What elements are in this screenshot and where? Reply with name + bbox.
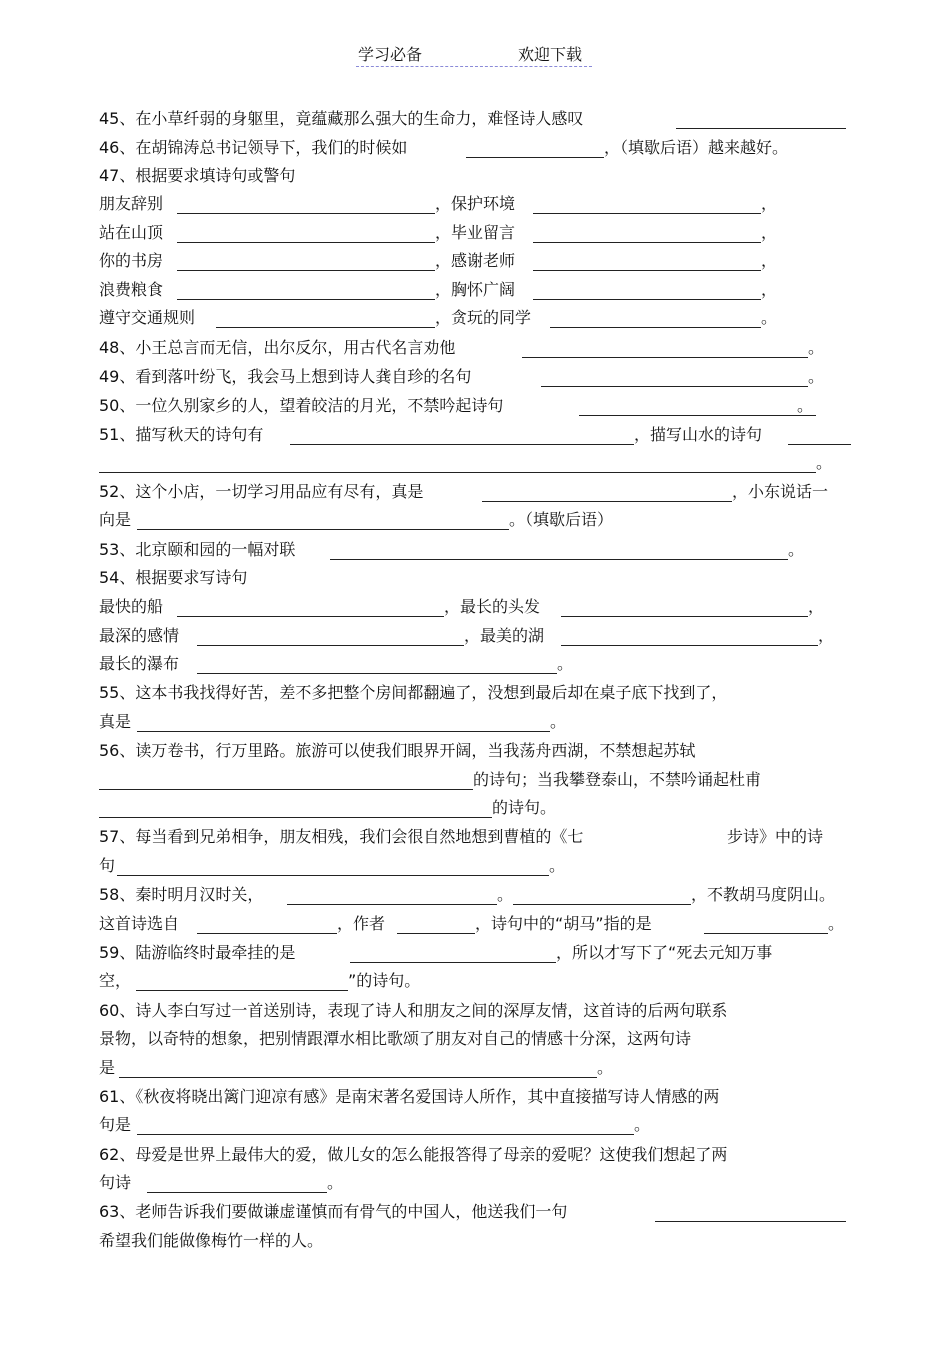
- answer-blank[interactable]: [397, 933, 475, 934]
- question-52-text: 52、这个小店，一切学习用品应有尽有，真是: [99, 482, 424, 501]
- question-46-suffix: ，（填歇后语）越来越好。: [604, 138, 789, 157]
- answer-blank[interactable]: [513, 904, 691, 905]
- question-58-text: 58、秦时明月汉时关，: [99, 885, 264, 904]
- answer-blank[interactable]: [177, 616, 444, 617]
- question-62-text: 62、母爱是世界上最伟大的爱，做儿女的怎么能报答得了母亲的爱呢？这使我们想起了两: [99, 1145, 728, 1164]
- prompt-label: 站在山顶: [99, 223, 164, 242]
- question-57-text: 57、每当看到兄弟相争，朋友相残，我们会很自然地想到曹植的《七: [99, 827, 584, 846]
- prompt-label: 最快的船: [99, 597, 164, 616]
- end-mark: 。: [597, 1058, 614, 1077]
- row-end-mark: ，: [818, 626, 835, 645]
- prompt-label: 向是: [99, 510, 132, 529]
- end-mark: 。: [634, 1115, 651, 1134]
- question-49-text: 49、看到落叶纷飞，我会马上想到诗人龚自珍的名句: [99, 367, 472, 386]
- prompt-label: ，贪玩的同学: [435, 308, 532, 327]
- end-mark: 。: [550, 712, 567, 731]
- answer-blank[interactable]: [533, 242, 761, 243]
- answer-blank[interactable]: [137, 1134, 634, 1135]
- answer-blank[interactable]: [147, 1192, 327, 1193]
- row-end-mark: 。: [761, 308, 778, 327]
- answer-blank[interactable]: [177, 299, 435, 300]
- row-end-mark: ，: [808, 597, 825, 616]
- prompt-label: 最长的瀑布: [99, 654, 180, 673]
- row-end-mark: 。: [557, 654, 574, 673]
- prompt-label: 遵守交通规则: [99, 308, 196, 327]
- prompt-label: 你的书房: [99, 251, 164, 270]
- answer-blank[interactable]: [117, 875, 549, 876]
- answer-blank[interactable]: [197, 673, 557, 674]
- question-54-text: 54、根据要求写诗句: [99, 568, 248, 587]
- question-56-text: 56、读万卷书，行万里路。旅游可以使我们眼界开阔，当我荡舟西湖，不禁想起苏轼: [99, 741, 696, 760]
- prompt-label: 句诗: [99, 1173, 132, 1192]
- answer-blank[interactable]: [533, 270, 761, 271]
- answer-blank[interactable]: [99, 817, 492, 818]
- question-51-mid: ，描写山水的诗句: [634, 425, 763, 444]
- question-57-text-cont: 步诗》中的诗: [727, 827, 824, 846]
- question-48-text: 48、小王总言而无信，出尔反尔，用古代名言劝他: [99, 338, 456, 357]
- answer-blank[interactable]: [522, 357, 808, 358]
- answer-blank[interactable]: [216, 327, 435, 328]
- question-56-mid: 的诗句；当我攀登泰山，不禁吟诵起杜甫: [473, 770, 762, 789]
- end-mark: ”的诗句。: [348, 971, 421, 990]
- prompt-label: ，胸怀广阔: [435, 280, 516, 299]
- end-mark: 。: [828, 914, 845, 933]
- question-56-end: 的诗句。: [492, 798, 557, 817]
- answer-blank[interactable]: [136, 990, 348, 991]
- answer-blank[interactable]: [533, 299, 761, 300]
- answer-blank[interactable]: [177, 242, 435, 243]
- prompt-label: ，保护环境: [435, 194, 516, 213]
- question-59-text: 59、陆游临终时最牵挂的是: [99, 943, 296, 962]
- prompt-label: ，感谢老师: [435, 251, 516, 270]
- prompt-label: ，作者: [337, 914, 386, 933]
- question-46-text: 46、在胡锦涛总书记领导下，我们的时候如: [99, 138, 408, 157]
- question-52-mid: ，小东说话一: [732, 482, 829, 501]
- end-mark: 。: [808, 338, 825, 357]
- end-mark: 。: [788, 540, 805, 559]
- question-61-text: 61、《秋夜将晓出篱门迎凉有感》是南宋著名爱国诗人所作，其中直接描写诗人情感的两: [99, 1087, 720, 1106]
- answer-blank[interactable]: [550, 327, 761, 328]
- prompt-label: ，最美的湖: [464, 626, 545, 645]
- prompt-label: ，最长的头发: [444, 597, 541, 616]
- answer-blank[interactable]: [579, 415, 816, 416]
- question-45-text: 45、在小草纤弱的身躯里，竟蕴藏那么强大的生命力，难怪诗人感叹: [99, 109, 584, 128]
- prompt-label: 这首诗选自: [99, 914, 180, 933]
- end-mark: 。: [816, 453, 833, 472]
- header-right-text: 欢迎下载: [518, 45, 583, 64]
- answer-blank[interactable]: [137, 529, 509, 530]
- answer-blank[interactable]: [350, 962, 556, 963]
- answer-blank[interactable]: [177, 213, 435, 214]
- prompt-label: 朋友辞别: [99, 194, 164, 213]
- question-47-text: 47、根据要求填诗句或警句: [99, 166, 296, 185]
- prompt-label: 真是: [99, 712, 132, 731]
- question-60-text-cont: 景物，以奇特的想象，把别情跟潭水相比歌颂了朋友对自己的情感十分深，这两句诗: [99, 1029, 692, 1048]
- answer-blank[interactable]: [330, 559, 788, 560]
- answer-blank[interactable]: [287, 904, 497, 905]
- answer-blank[interactable]: [482, 501, 732, 502]
- row-end-mark: ，: [761, 223, 778, 242]
- row-end-mark: ，: [761, 280, 778, 299]
- row-end-mark: ，: [761, 194, 778, 213]
- prompt-label: 句是: [99, 1115, 132, 1134]
- question-55-text: 55、这本书我找得好苦，差不多把整个房间都翻遍了，没想到最后却在桌子底下找到了，: [99, 683, 728, 702]
- question-58-mid: 。: [497, 885, 514, 904]
- answer-blank[interactable]: [676, 128, 846, 129]
- answer-blank[interactable]: [119, 1077, 597, 1078]
- question-51-text: 51、描写秋天的诗句有: [99, 425, 264, 444]
- question-63-text-cont: 希望我们能做像梅竹一样的人。: [99, 1231, 324, 1250]
- question-60-text: 60、诗人李白写过一首送别诗，表现了诗人和朋友之间的深厚友情，这首诗的后两句联系: [99, 1001, 728, 1020]
- answer-blank[interactable]: [704, 933, 828, 934]
- answer-blank[interactable]: [197, 645, 464, 646]
- end-mark: 。（填歇后语）: [509, 510, 614, 529]
- prompt-label: ，诗句中的“胡马”指的是: [475, 914, 652, 933]
- prompt-label: 空，: [99, 971, 132, 990]
- question-50-text: 50、一位久别家乡的人，望着皎洁的月光，不禁吟起诗句: [99, 396, 504, 415]
- answer-blank[interactable]: [197, 933, 337, 934]
- answer-blank[interactable]: [177, 270, 435, 271]
- header-left-text: 学习必备: [358, 45, 423, 64]
- answer-blank[interactable]: [137, 731, 550, 732]
- question-58-tail: ，不教胡马度阴山。: [691, 885, 836, 904]
- end-mark: 。: [797, 396, 814, 415]
- prompt-label: 句: [99, 856, 116, 875]
- answer-blank[interactable]: [290, 444, 634, 445]
- prompt-label: 浪费粮食: [99, 280, 164, 299]
- end-mark: 。: [327, 1173, 344, 1192]
- answer-blank[interactable]: [99, 789, 473, 790]
- answer-blank[interactable]: [655, 1221, 846, 1222]
- answer-blank[interactable]: [99, 472, 816, 473]
- end-mark: 。: [549, 856, 566, 875]
- end-mark: 。: [808, 367, 825, 386]
- answer-blank[interactable]: [466, 157, 604, 158]
- prompt-label: 最深的感情: [99, 626, 180, 645]
- question-53-text: 53、北京颐和园的一幅对联: [99, 540, 296, 559]
- answer-blank[interactable]: [541, 386, 808, 387]
- answer-blank[interactable]: [561, 616, 808, 617]
- question-63-text: 63、老师告诉我们要做谦虚谨慎而有骨气的中国人，他送我们一句: [99, 1202, 568, 1221]
- row-end-mark: ，: [761, 251, 778, 270]
- question-59-mid: ，所以才写下了“死去元知万事: [556, 943, 773, 962]
- prompt-label: ，毕业留言: [435, 223, 516, 242]
- prompt-label: 是: [99, 1058, 116, 1077]
- answer-blank[interactable]: [788, 444, 851, 445]
- answer-blank[interactable]: [533, 213, 761, 214]
- page-header: [356, 42, 592, 67]
- answer-blank[interactable]: [561, 645, 818, 646]
